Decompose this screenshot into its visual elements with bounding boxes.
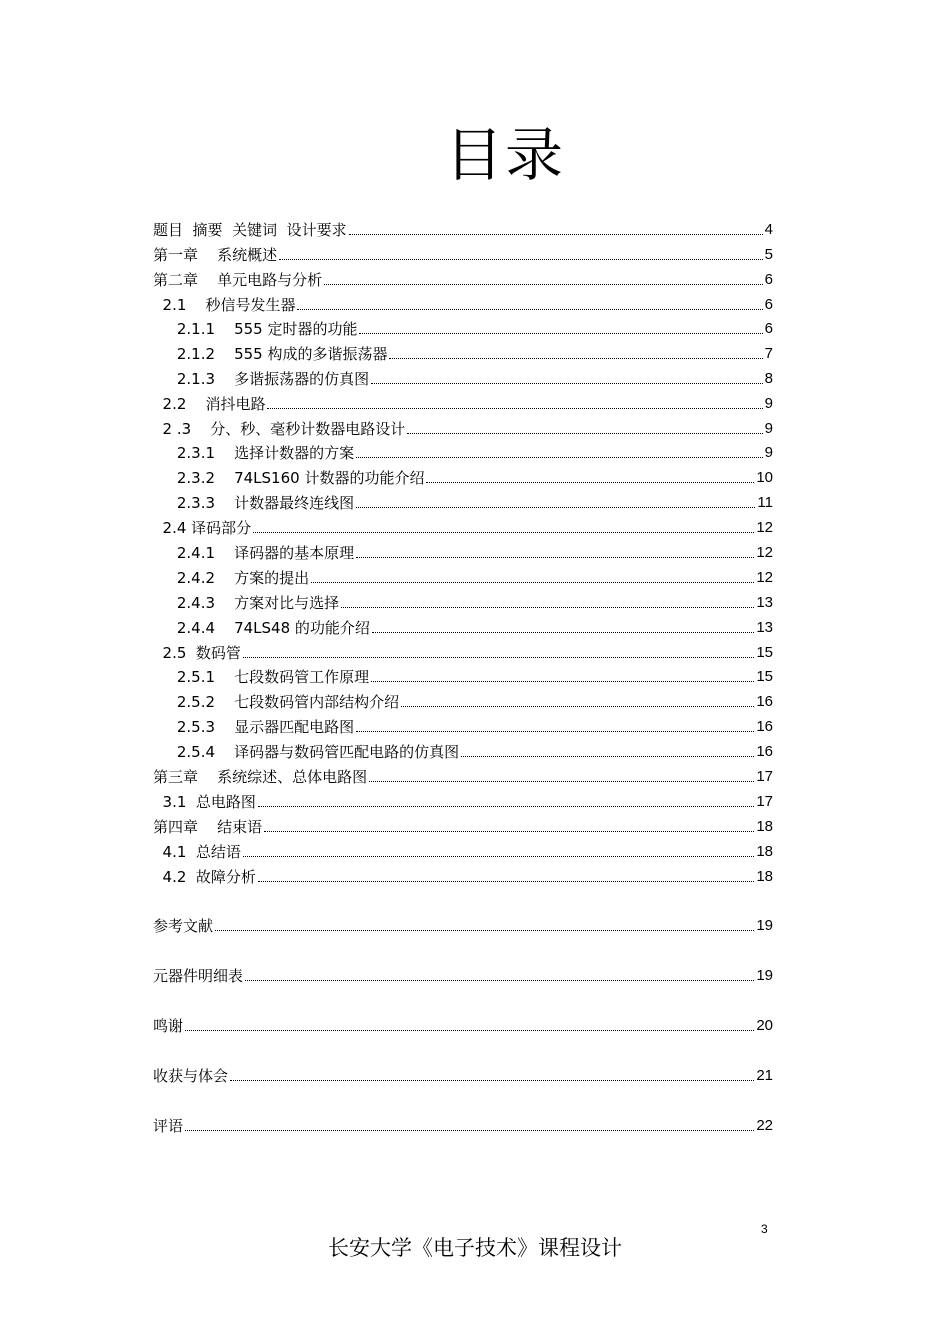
toc-entry-page: 21 [756, 1067, 773, 1084]
toc-entry-page: 6 [764, 320, 773, 337]
toc-dot-leader [369, 781, 754, 782]
toc-entry-page: 16 [756, 743, 773, 760]
toc-entry[interactable] [153, 715, 773, 737]
toc-entry-page: 18 [756, 868, 773, 885]
toc-entry-label: 2.4.2 方案的提出 [153, 569, 310, 587]
toc-entry-page: 18 [756, 818, 773, 835]
toc-entry-label: 2.3.3 计数器最终连线图 [153, 494, 355, 512]
toc-entry-label: 元器件明细表 [153, 967, 244, 985]
toc-entry-page: 18 [756, 843, 773, 860]
toc-entry-page: 17 [756, 793, 773, 810]
toc-entry[interactable] [153, 466, 773, 488]
toc-dot-leader [401, 706, 754, 707]
toc-entry-label: 第一章 系统概述 [153, 246, 278, 264]
toc-entry-label: 评语 [153, 1117, 184, 1135]
toc-dot-leader [253, 532, 754, 533]
toc-entry[interactable] [153, 566, 773, 588]
toc-entry[interactable] [153, 1064, 773, 1086]
toc-entry[interactable] [153, 665, 773, 687]
toc-entry-label: 2.5.1 七段数码管工作原理 [153, 668, 370, 686]
toc-entry[interactable] [153, 392, 773, 414]
toc-entry-page: 15 [756, 668, 773, 685]
toc-entry-page: 9 [764, 420, 773, 437]
toc-entry-label: 收获与体会 [153, 1067, 229, 1085]
toc-entry-label: 2.5.2 七段数码管内部结构介绍 [153, 693, 400, 711]
toc-dot-leader [359, 333, 762, 334]
toc-entry-page: 13 [756, 619, 773, 636]
toc-entry-page: 19 [756, 967, 773, 984]
toc-entry-page: 13 [756, 594, 773, 611]
toc-dot-leader [372, 632, 754, 633]
toc-entry[interactable] [153, 690, 773, 712]
toc-entry-label: 4.2 故障分析 [153, 868, 256, 886]
toc-dot-leader [356, 457, 763, 458]
toc-dot-leader [341, 607, 754, 608]
toc-dot-leader [356, 731, 754, 732]
footer-text: 长安大学《电子技术》课程设计 [328, 1236, 622, 1260]
toc-entry[interactable] [153, 1014, 773, 1036]
toc-entry[interactable] [153, 342, 773, 364]
toc-entry-label: 2.1.2 555 构成的多谐振荡器 [153, 345, 388, 363]
toc-entry-page: 16 [756, 718, 773, 735]
toc-entry-label: 2.4.3 方案对比与选择 [153, 594, 340, 612]
toc-entry[interactable] [153, 591, 773, 613]
toc-entry-label: 第二章 单元电路与分析 [153, 271, 323, 289]
toc-entry[interactable] [153, 317, 773, 339]
toc-entry-page: 10 [756, 469, 773, 486]
page-title: 目录 [444, 121, 565, 189]
toc-entry[interactable] [153, 815, 773, 837]
toc-dot-leader [461, 756, 754, 757]
toc-entry-page: 22 [756, 1117, 773, 1134]
toc-entry-page: 20 [756, 1017, 773, 1034]
toc-entry[interactable] [153, 641, 773, 663]
toc-dot-leader [258, 881, 754, 882]
toc-entry[interactable] [153, 1114, 773, 1136]
toc-entry-label: 2.3.1 选择计数器的方案 [153, 444, 355, 462]
toc-entry-label: 2.4.1 译码器的基本原理 [153, 544, 355, 562]
toc-entry[interactable] [153, 914, 773, 936]
toc-entry-page: 16 [756, 693, 773, 710]
toc-dot-leader [426, 482, 754, 483]
toc-dot-leader [243, 657, 754, 658]
toc-entry[interactable] [153, 740, 773, 762]
toc-entry-label: 2.4.4 74LS48 的功能介绍 [153, 619, 370, 637]
toc-dot-leader [258, 806, 754, 807]
toc-entry[interactable] [153, 765, 773, 787]
toc-dot-leader [356, 557, 754, 558]
toc-entry-page: 7 [764, 345, 773, 362]
toc-entry-page: 12 [756, 519, 773, 536]
toc-entry[interactable] [153, 616, 773, 638]
toc-dot-leader [349, 234, 763, 235]
toc-entry-page: 8 [764, 370, 773, 387]
toc-dot-leader [297, 309, 762, 310]
toc-entry[interactable] [153, 491, 773, 513]
toc-entry-page: 12 [756, 569, 773, 586]
toc-entry-label: 题目 摘要 关键词 设计要求 [153, 221, 347, 239]
toc-entry-page: 12 [756, 544, 773, 561]
toc-dot-leader [230, 1080, 754, 1081]
toc-dot-leader [389, 358, 762, 359]
toc-dot-leader [371, 383, 763, 384]
toc-entry-label: 4.1 总结语 [153, 843, 241, 861]
toc-dot-leader [324, 284, 763, 285]
page-number: 3 [761, 1222, 768, 1236]
toc-entry[interactable] [153, 840, 773, 862]
toc-entry-label: 2.1.3 多谐振荡器的仿真图 [153, 370, 370, 388]
toc-entry-label: 2.1 秒信号发生器 [153, 296, 296, 314]
toc-dot-leader [407, 433, 762, 434]
toc-entry[interactable] [153, 243, 773, 265]
toc-entry-label: 2 .3 分、秒、毫秒计数器电路设计 [153, 420, 406, 438]
toc-dot-leader [243, 856, 754, 857]
toc-dot-leader [245, 980, 754, 981]
toc-entry-page: 6 [764, 296, 773, 313]
toc-dot-leader [267, 408, 762, 409]
toc-entry-label: 2.3.2 74LS160 计数器的功能介绍 [153, 469, 425, 487]
toc-dot-leader [356, 507, 755, 508]
toc-entry-label: 2.5.4 译码器与数码管匹配电路的仿真图 [153, 743, 460, 761]
toc-entry[interactable] [153, 964, 773, 986]
toc-entry-label: 2.1.1 555 定时器的功能 [153, 320, 358, 338]
toc-dot-leader [215, 930, 754, 931]
toc-entry-label: 2.4 译码部分 [153, 519, 252, 537]
toc-entry-label: 2.5.3 显示器匹配电路图 [153, 718, 355, 736]
toc-entry[interactable] [153, 218, 773, 240]
toc-dot-leader [371, 681, 754, 682]
toc-dot-leader [185, 1030, 754, 1031]
toc-entry-label: 3.1 总电路图 [153, 793, 256, 811]
toc-entry-page: 11 [757, 494, 773, 511]
toc-entry[interactable] [153, 268, 773, 290]
toc-entry-page: 9 [764, 444, 773, 461]
toc-entry-page: 17 [756, 768, 773, 785]
toc-entry[interactable] [153, 790, 773, 812]
toc-entry-page: 6 [764, 271, 773, 288]
toc-dot-leader [279, 259, 763, 260]
toc-dot-leader [311, 582, 754, 583]
toc-entry[interactable] [153, 367, 773, 389]
toc-entry-page: 9 [764, 395, 773, 412]
toc-entry[interactable] [153, 541, 773, 563]
toc-entry-label: 2.2 消抖电路 [153, 395, 266, 413]
toc-entry-label: 鸣谢 [153, 1017, 184, 1035]
toc-entry[interactable] [153, 865, 773, 887]
toc-entry-page: 5 [764, 246, 773, 263]
toc-entry-page: 15 [756, 644, 773, 661]
toc-entry[interactable] [153, 441, 773, 463]
toc-entry-page: 19 [756, 917, 773, 934]
toc-entry[interactable] [153, 293, 773, 315]
toc-dot-leader [185, 1130, 754, 1131]
toc-entry-label: 2.5 数码管 [153, 644, 241, 662]
toc-dot-leader [264, 831, 754, 832]
toc-entry-page: 4 [764, 221, 773, 238]
page-footer [0, 1232, 950, 1262]
toc-entry[interactable] [153, 516, 773, 538]
toc-entry[interactable] [153, 417, 773, 439]
toc-entry-label: 第四章 结束语 [153, 818, 263, 836]
toc-entry-label: 参考文献 [153, 917, 214, 935]
toc-entry-label: 第三章 系统综述、总体电路图 [153, 768, 368, 786]
